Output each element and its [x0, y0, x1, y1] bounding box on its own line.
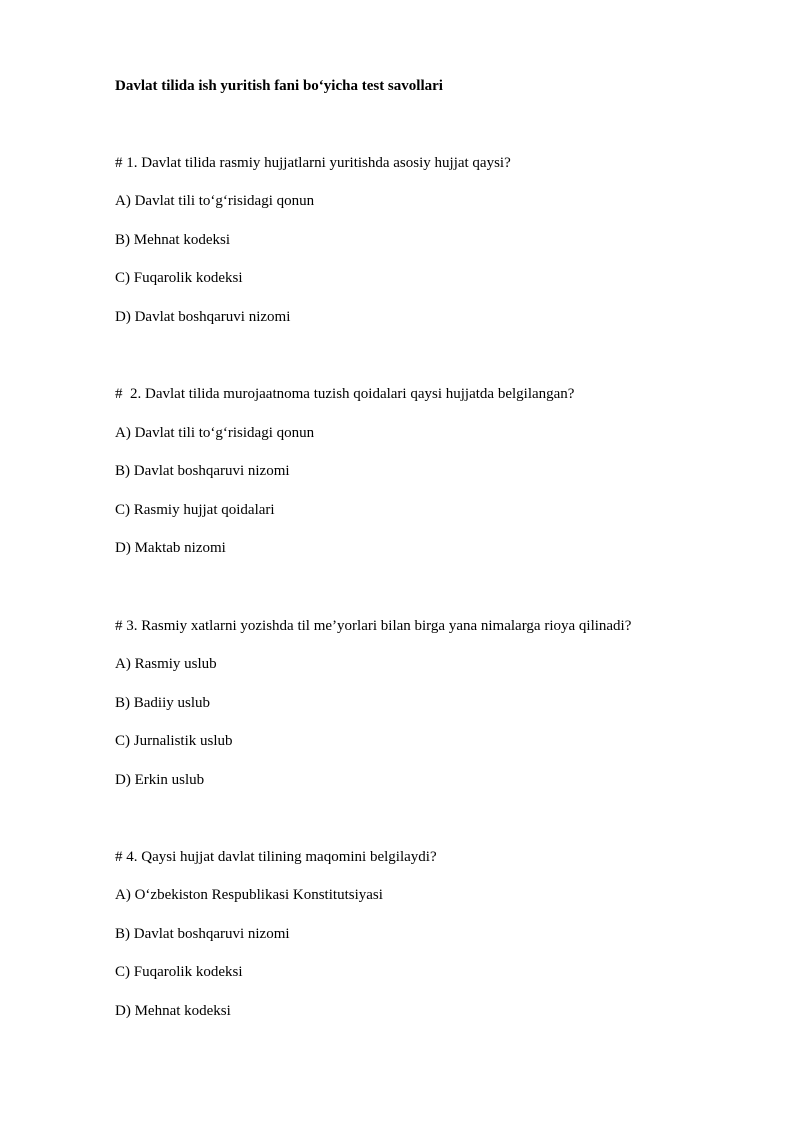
question-3-option-b: B) Badiiy uslub	[115, 695, 211, 711]
document-title: Davlat tilida ish yuritish fani bo‘yicha test savollari	[115, 78, 443, 94]
question-4-option-a: A) O‘zbekiston Respublikasi Konstitutsiyasi	[115, 887, 383, 903]
question-1-option-b: B) Mehnat kodeksi	[115, 232, 230, 248]
question-3-option-a: A) Rasmiy uslub	[115, 656, 217, 672]
question-2-option-b: B) Davlat boshqaruvi nizomi	[115, 463, 290, 479]
question-1-text: # 1. Davlat tilida rasmiy hujjatlarni yuritishda asosiy hujjat qaysi?	[115, 155, 511, 171]
question-3-option-d: D) Erkin uslub	[115, 772, 205, 788]
question-4-option-d: D) Mehnat kodeksi	[115, 1003, 231, 1019]
question-1-option-a: A) Davlat tili to‘g‘risidagi qonun	[115, 193, 315, 209]
question-1-option-d: D) Davlat boshqaruvi nizomi	[115, 309, 291, 325]
question-4-option-b: B) Davlat boshqaruvi nizomi	[115, 926, 290, 942]
question-2-text: # 2. Davlat tilida murojaatnoma tuzish qoidalari qaysi hujjatda belgilangan?	[115, 386, 575, 402]
question-4-option-c: C) Fuqarolik kodeksi	[115, 964, 243, 980]
question-1-option-c: C) Fuqarolik kodeksi	[115, 270, 243, 286]
question-3-option-c: C) Jurnalistik uslub	[115, 733, 233, 749]
question-2-option-a: A) Davlat tili to‘g‘risidagi qonun	[115, 425, 315, 441]
question-2-option-d: D) Maktab nizomi	[115, 540, 226, 556]
question-2-option-c: C) Rasmiy hujjat qoidalari	[115, 502, 275, 518]
question-3-text: # 3. Rasmiy xatlarni yozishda til me’yorlari bilan birga yana nimalarga rioya qilinadi?	[115, 618, 632, 634]
question-4-text: # 4. Qaysi hujjat davlat tilining maqomini belgilaydi?	[115, 849, 437, 865]
